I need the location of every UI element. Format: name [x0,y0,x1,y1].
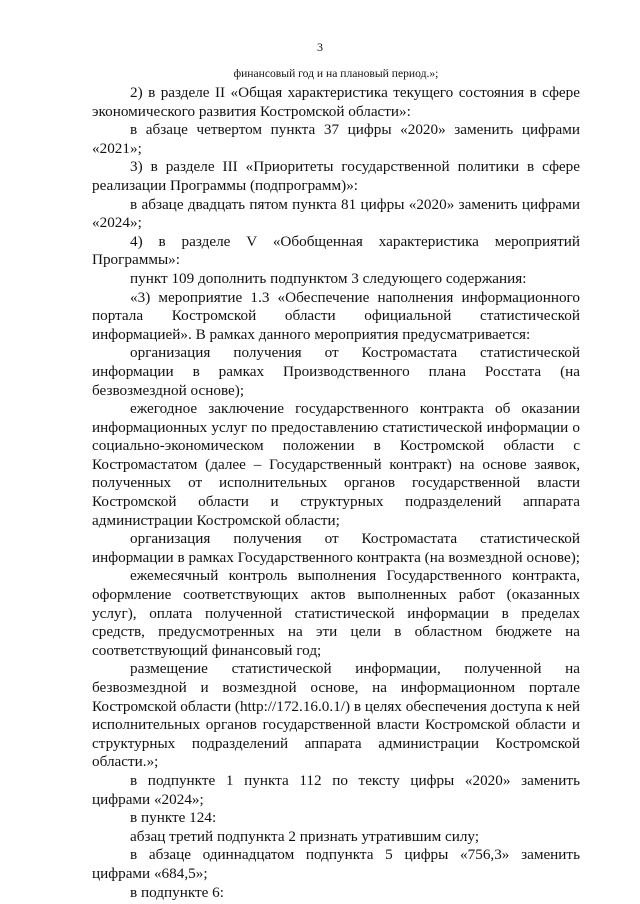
page-number: 3 [317,40,323,54]
paragraph-measure-1-3: «3) мероприятие 1.3 «Обеспечение наполнения информационного портала Костромской области официальной статистической информацией». В рамках данного мероприятия предусматривается: [92,288,580,343]
document-body [92,84,580,902]
paragraph-item-112: в подпункте 1 пункта 112 по тексту цифры «2020» заменить цифрами «2024»; [92,771,580,808]
paragraph-item-37: в абзаце четвертом пункта 37 цифры «2020» заменить цифрами «2021»; [92,121,580,157]
paragraph-item-109: пункт 109 дополнить подпунктом 3 следующего содержания: [130,269,527,287]
paragraph-section-3: 3) в разделе III «Приоритеты государственной политики в сфере реализации Программы (подпрограмм)»: [92,158,580,194]
paragraph-section-2: 2) в разделе II «Общая характеристика текущего состояния в сфере экономического развития Костромской области»: [92,84,580,120]
paragraph-subitem-5: в абзаце одиннадцатом подпункта 5 цифры «756,3» заменить цифрами «684,5»; [92,846,580,882]
paragraph-subitem-6: в подпункте 6: [130,883,224,901]
paragraph-item-81: в абзаце двадцать пятом пункта 81 цифры «2020» заменить цифрами «2024»; [92,195,580,232]
paragraph-subitem-2: абзац третий подпункта 2 признать утратившим силу; [130,827,480,845]
paragraph-annual-contract: ежегодное заключение государственного контракта об оказании информационных услуг по предоставлению статистической информации о социально-экономическом положении в Костромской области с Костромастатом (далее – Государственный контракт) на основе заявок, полученных от исполнительных органов государственной власти Костромской области и структурных подразделений аппарата администрации Костромской области; [92,400,580,529]
paragraph-item-124: в пункте 124: [130,809,217,827]
paragraph-section-5: 4) в разделе V «Обобщенная характеристика мероприятий Программы»: [92,232,580,269]
paragraph-paid-info: организация получения от Костромастата статистической информации в рамках Государственного контракта (на возмездной основе); [92,530,580,566]
paragraph-portal-publication: размещение статистической информации, полученной на безвозмездной и возмездной основе, на информационном портале Костромской области (http://172.16.0.1/) в целях обеспечения доступа к ней исполнительных органов государственной власти Костромской области и структурных подразделений аппарата администрации Костромской области.»; [92,660,580,771]
paragraph-monthly-control: ежемесячный контроль выполнения Государственного контракта, оформление соответствующих актов выполненных работ (оказанных услуг), оплата полученной статистической информации в пределах средств, предусмотренных на эти цели в областном бюджете на соответствующий финансовый год; [92,567,580,659]
paragraph-rosstat-plan: организация получения от Костромастата статистической информации в рамках Производственного плана Росстата (на безвозмездной основе); [92,344,580,399]
previous-paragraph-tail: финансовый год и на плановый период.»; [233,67,439,80]
